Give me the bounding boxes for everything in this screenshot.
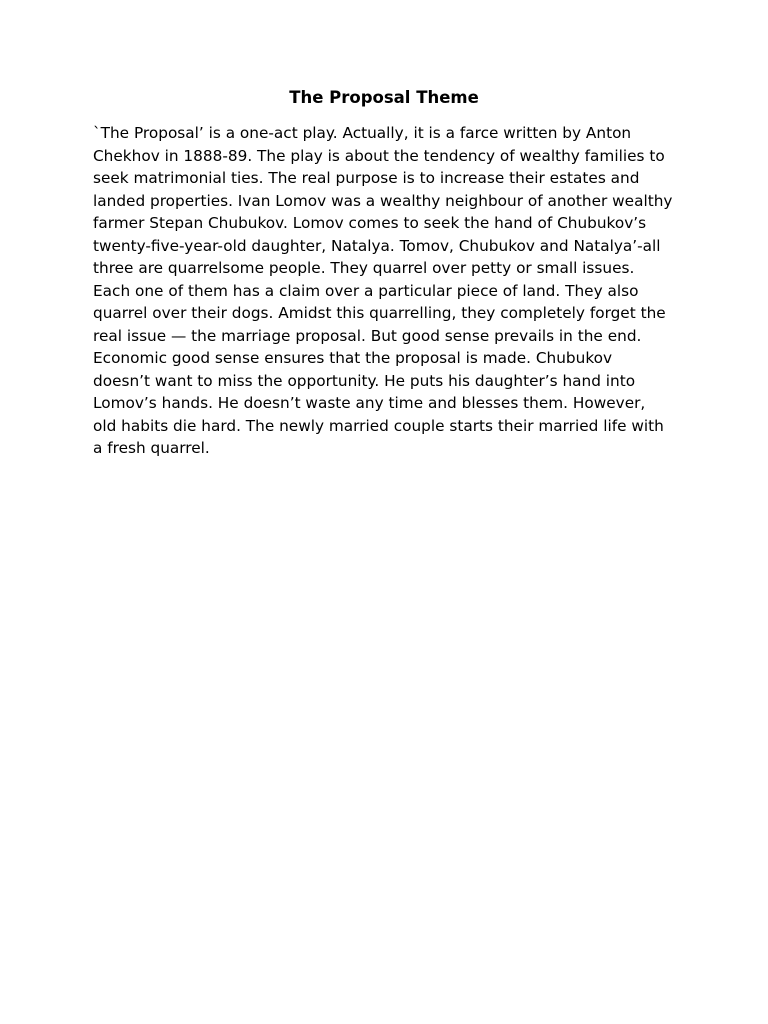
document-body-paragraph: `The Proposal’ is a one-act play. Actually, it is a farce written by Anton Chekhov in 1888-89. The play is about the tendency of wealthy families to seek matrimonial ties. The real purpose is to increase their estates and landed properties. Ivan Lomov was a wealthy neighbour of another wealthy farmer Stepan Chubukov. Lomov comes to seek the hand of Chubukov’s twenty-five-year-old daughter, Natalya. Tomov, Chubukov and Natalya’-all three are quarrelsome people. They quarrel over petty or small issues. Each one of them has a claim over a particular piece of land. They also quarrel over their dogs. Amidst this quarrelling, they completely forget the real issue — the marriage proposal. But good sense prevails in the end. Economic good sense ensures that the proposal is made. Chubukov doesn’t want to miss the opportunity. He puts his daughter’s hand into Lomov’s hands. He doesn’t waste any time and blesses them. However, old habits die hard. The newly married couple starts their married life with a fresh quarrel. <box>93 124 673 457</box>
document-title: The Proposal Theme <box>289 88 479 107</box>
